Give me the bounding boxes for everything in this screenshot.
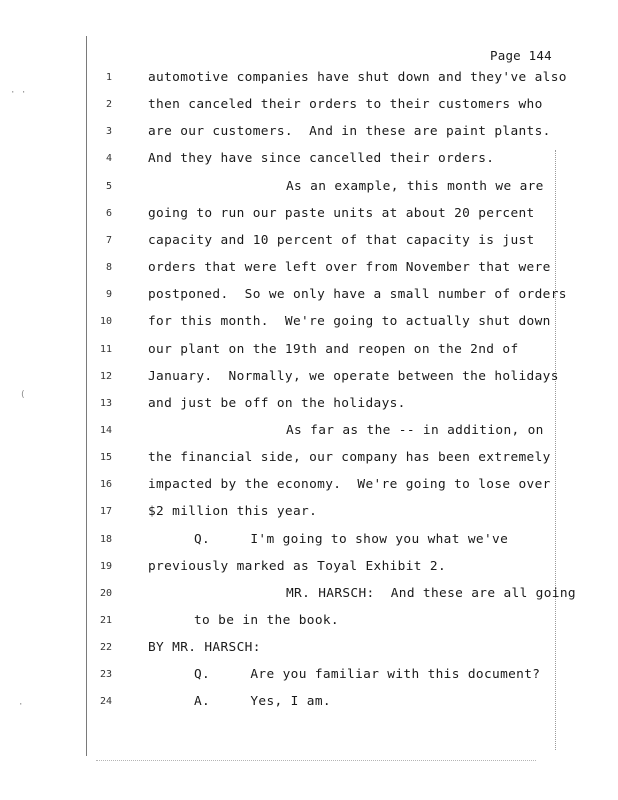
line-text: postponed. So we only have a small number of orders	[148, 287, 567, 303]
line-number: 4	[105, 153, 112, 165]
line-number: 9	[105, 289, 112, 301]
scan-speck: ·	[18, 700, 24, 710]
line-number: 17	[99, 506, 112, 518]
left-margin-rule	[86, 36, 87, 756]
line-number: 20	[99, 587, 112, 599]
line-text: previously marked as Toyal Exhibit 2.	[148, 558, 447, 574]
line-text: for this month. We're going to actually shut down	[148, 314, 551, 330]
right-margin-rule	[555, 150, 557, 750]
line-text: January. Normally, we operate between the holidays	[148, 368, 559, 384]
footer-scan-artifact	[96, 760, 536, 761]
line-text: BY MR. HARSCH:	[148, 640, 261, 656]
line-text: capacity and 10 percent of that capacity is just	[148, 232, 535, 248]
line-text: Q. I'm going to show you what we've	[194, 531, 509, 547]
scan-speck: (	[20, 390, 26, 400]
line-text: our plant on the 19th and reopen on the 2nd of	[148, 341, 519, 357]
line-number: 11	[99, 343, 112, 355]
line-number: 18	[99, 533, 112, 545]
line-text: And they have since cancelled their orders.	[148, 151, 495, 167]
line-number: 24	[99, 696, 112, 708]
line-text: then canceled their orders to their customers who	[148, 97, 543, 113]
line-number: 2	[105, 99, 112, 111]
line-text: As far as the -- in addition, on	[286, 422, 544, 438]
line-text: and just be off on the holidays.	[148, 395, 406, 411]
scan-speck: · ·	[10, 88, 27, 98]
line-number: 14	[99, 424, 112, 436]
line-text: are our customers. And in these are paint plants.	[148, 124, 551, 140]
line-number: 12	[99, 370, 112, 382]
line-number: 6	[105, 207, 112, 219]
line-number: 1	[105, 72, 112, 83]
line-number: 13	[99, 397, 112, 409]
line-text: MR. HARSCH: And these are all going	[286, 585, 576, 601]
line-text: automotive companies have shut down and they've also	[148, 70, 567, 85]
line-number: 8	[105, 262, 112, 274]
line-number: 19	[99, 560, 112, 572]
line-number: 10	[99, 316, 112, 328]
line-text: orders that were left over from November that were	[148, 260, 551, 276]
line-number: 16	[99, 479, 112, 491]
line-text: As an example, this month we are	[286, 178, 544, 194]
line-text: the financial side, our company has been extremely	[148, 450, 551, 466]
line-text: to be in the book.	[194, 613, 339, 628]
line-number: 5	[105, 180, 112, 192]
line-number: 7	[105, 234, 112, 246]
page-number: Page 144	[490, 48, 552, 63]
line-text: Q. Are you familiar with this document?	[194, 667, 541, 683]
line-number: 23	[99, 669, 112, 681]
line-text: $2 million this year.	[148, 504, 318, 520]
line-text: A. Yes, I am.	[194, 694, 331, 710]
line-text: impacted by the economy. We're going to lose over	[148, 477, 551, 493]
line-text: going to run our paste units at about 20 percent	[148, 205, 535, 221]
line-number: 3	[105, 126, 112, 138]
line-number: 22	[99, 642, 112, 654]
line-number: 15	[99, 452, 112, 464]
line-number: 21	[99, 615, 112, 626]
